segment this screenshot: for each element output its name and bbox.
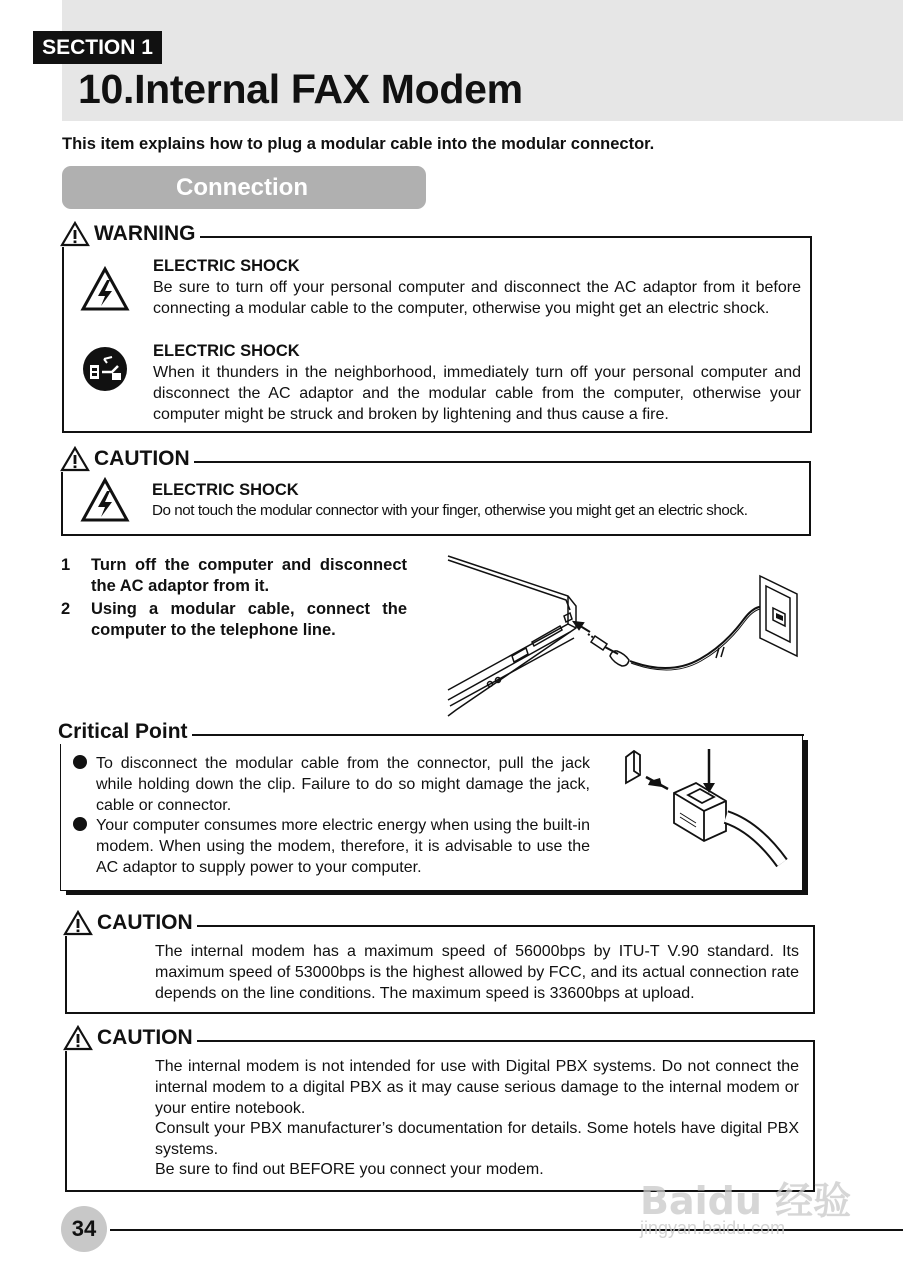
warning-triangle-icon <box>60 221 90 247</box>
step-number: 2 <box>61 600 71 618</box>
step-item <box>61 599 407 643</box>
warning-triangle-icon <box>60 446 90 472</box>
watermark-logo: Baidu 经验 <box>640 1179 852 1223</box>
step-text: Turn off the computer and disconnect the AC adaptor from it. <box>91 556 407 595</box>
caution-text: The internal modem is not intended for use with Digital PBX systems. Do not connect the internal modem to a digital PBX as it may cause serious damage to the internal modem or your entire notebook. <box>155 1058 799 1117</box>
page-number: 34 <box>71 1216 97 1241</box>
laptop-modem-connection-illustration <box>440 550 803 725</box>
step-item <box>61 555 407 599</box>
warning-item-heading: ELECTRIC SHOCK <box>153 342 300 360</box>
high-voltage-warning-icon <box>80 266 130 312</box>
high-voltage-warning-icon <box>80 477 130 523</box>
page-title: 10.Internal FAX Modem <box>78 66 523 112</box>
caution-title <box>63 910 197 936</box>
caution-heading: ELECTRIC SHOCK <box>152 481 299 499</box>
watermark-url: jingyan.baidu.com <box>640 1218 786 1238</box>
caution-title-label: CAUTION <box>97 1026 193 1049</box>
caution-text: Be sure to find out BEFORE you connect your modem. <box>155 1161 544 1178</box>
caution-text: Consult your PBX manufacturer’s documentation for details. Some hotels have digital PBX systems. <box>155 1120 799 1158</box>
caution-title-label: CAUTION <box>94 447 190 470</box>
warning-title <box>60 221 200 247</box>
critical-point-bullet-text: Your computer consumes more electric energy when using the built-in modem. When using the modem, therefore, it is advisable to use the AC adaptor to supply power to your computer. <box>96 817 590 876</box>
caution-title <box>63 1025 197 1051</box>
step-number: 1 <box>61 556 71 574</box>
connection-heading: Connection <box>176 174 308 201</box>
caution-title <box>60 446 194 472</box>
warning-title-label: WARNING <box>94 222 196 245</box>
caution-text: Do not touch the modular connector with your finger, otherwise you might get an electric shock. <box>152 502 748 519</box>
critical-point-bullet-text: To disconnect the modular cable from the connector, pull the jack while holding down the clip. Failure to do so might damage the jack, cable or connector. <box>96 755 590 814</box>
warning-item-text: Be sure to turn off your personal computer and disconnect the AC adaptor from it before connecting a modular cable to the computer, otherwise you might get an electric shock. <box>153 279 801 317</box>
section-tag: SECTION 1 <box>33 31 162 64</box>
caution-text: The internal modem has a maximum speed of 56000bps by ITU-T V.90 standard. Its maximum speed of 53000bps is the highest allowed by FCC, and its actual connection rate depends on the line conditions. The maximum speed is 33600bps at upload. <box>155 943 799 1002</box>
warning-item-heading: ELECTRIC SHOCK <box>153 257 300 275</box>
bullet-icon <box>73 755 87 769</box>
intro-text: This item explains how to plug a modular cable into the modular connector. <box>62 135 655 153</box>
unplug-icon <box>82 346 128 392</box>
warning-item-text: When it thunders in the neighborhood, immediately turn off your personal computer and disconnect the AC adaptor and the modular cable from the computer, otherwise your computer might be struck and broken by lightening and thus cause a fire. <box>153 364 801 423</box>
warning-triangle-icon <box>63 910 93 936</box>
modular-jack-clip-illustration <box>618 745 788 870</box>
caution-title-label: CAUTION <box>97 911 193 934</box>
step-text: Using a modular cable, connect the computer to the telephone line. <box>91 600 407 639</box>
bullet-icon <box>73 817 87 831</box>
critical-point-title: Critical Point <box>58 720 192 744</box>
warning-triangle-icon <box>63 1025 93 1051</box>
